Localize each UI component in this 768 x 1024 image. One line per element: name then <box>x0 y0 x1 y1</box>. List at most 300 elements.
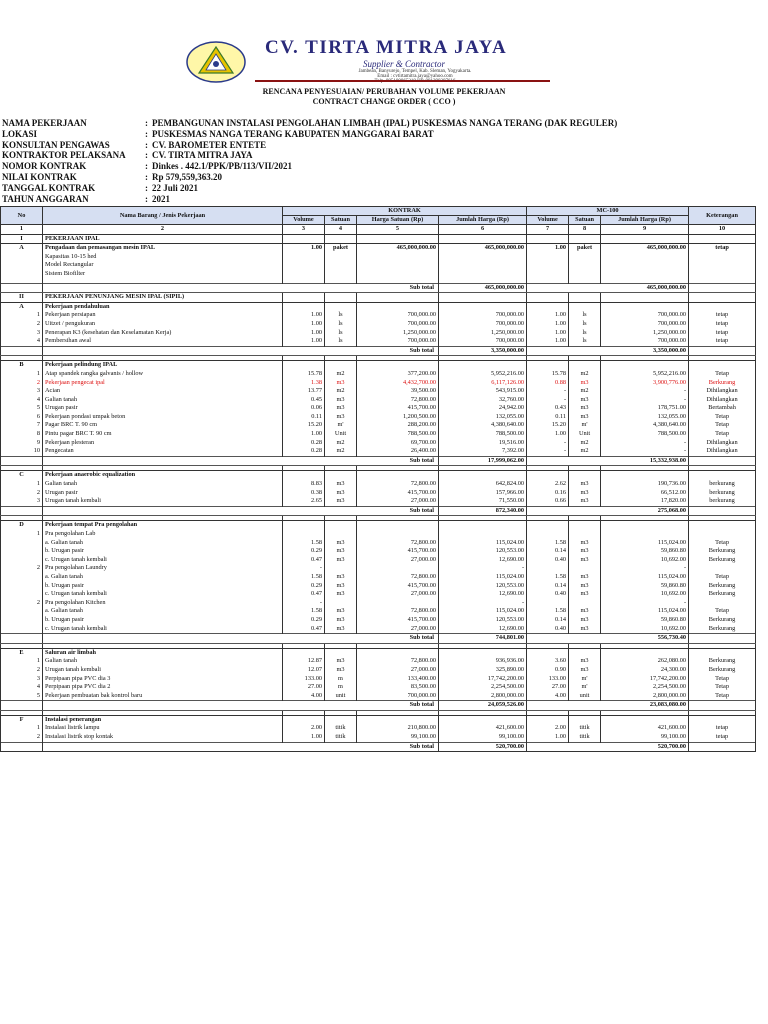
cell-ket: Dihilangkan <box>689 439 756 448</box>
cell-jml2 <box>601 530 689 539</box>
cell-sat2 <box>569 253 601 262</box>
cell-vol2: - <box>527 447 569 456</box>
cell-ket: tetap <box>689 244 756 253</box>
item-number: 1 <box>1 311 43 320</box>
item-name: Instalasi listrik stop kontak <box>43 733 283 742</box>
subtotal-mc: 15,332,938.00 <box>527 456 689 466</box>
item-row <box>1 311 756 320</box>
cell-vol2 <box>527 471 569 480</box>
item-name: Perpipaan pipa PVC dia 3 <box>43 675 283 684</box>
col-keterangan: Keterangan <box>689 207 756 225</box>
item-number: 2 <box>1 320 43 329</box>
column-number: 5 <box>357 225 439 235</box>
cell-sat: m3 <box>325 556 357 565</box>
cell-jml: 120,553.00 <box>439 582 527 591</box>
cell-vol2 <box>527 270 569 279</box>
subtotal-label: Sub total <box>43 506 439 516</box>
cell-vol: 0.29 <box>283 582 325 591</box>
item-number: 4 <box>1 683 43 692</box>
item-row <box>1 539 756 548</box>
cell-sat2: m3 <box>569 625 601 634</box>
cell-jml <box>439 234 527 244</box>
section-number: D <box>1 521 43 530</box>
item-row <box>1 320 756 329</box>
cell-jml <box>439 302 527 311</box>
item-row <box>1 396 756 405</box>
cell-ket: tetap <box>689 320 756 329</box>
subtotal-mc: 23,083,080.00 <box>527 701 689 711</box>
cell-ket <box>689 302 756 311</box>
cell-sat2: m3 <box>569 616 601 625</box>
cell-harga: 415,700.00 <box>357 616 439 625</box>
cell-vol2 <box>527 253 569 262</box>
cell-harga <box>357 530 439 539</box>
cell-sat2: m2 <box>569 370 601 379</box>
cell-jml2: - <box>601 387 689 396</box>
item-row <box>1 370 756 379</box>
item-row <box>1 599 756 608</box>
item-number: 2 <box>1 564 43 573</box>
cell-harga <box>357 293 439 303</box>
cell-jml <box>439 521 527 530</box>
item-row <box>1 430 756 439</box>
cell-ket: Berkurang <box>689 657 756 666</box>
item-row <box>1 497 756 506</box>
cell-vol2: 0.40 <box>527 625 569 634</box>
col-no: No <box>1 207 43 225</box>
cell-sat2: ls <box>569 320 601 329</box>
cell-vol2 <box>527 599 569 608</box>
cell-sat: m3 <box>325 404 357 413</box>
cell-ket: Tetap <box>689 692 756 701</box>
item-name: Pra pengolahan Laundry <box>43 564 283 573</box>
item-name: Urugan tanah kembali <box>43 497 283 506</box>
cell-jml <box>439 261 527 270</box>
cell-jml: 99,100.00 <box>439 733 527 742</box>
item-name: Pekerjaan pembuatan bak kontrol baru <box>43 692 283 701</box>
cell-vol2: 0.40 <box>527 556 569 565</box>
cell-sat2 <box>569 361 601 370</box>
cell-harga <box>357 564 439 573</box>
cell-jml: 936,936.00 <box>439 657 527 666</box>
item-name: Galian tanah <box>43 480 283 489</box>
cell-ket <box>689 234 756 244</box>
cell-vol <box>283 648 325 657</box>
cell-jml: 421,600.00 <box>439 724 527 733</box>
cell-harga <box>357 471 439 480</box>
cell-ket: Berkurang <box>689 616 756 625</box>
cell-jml2: 700,000.00 <box>601 320 689 329</box>
item-name: Pekerjaan plesteran <box>43 439 283 448</box>
cell-sat: m2 <box>325 387 357 396</box>
cell-vol <box>283 234 325 244</box>
cell-vol2: - <box>527 387 569 396</box>
cell-jml: 115,024.00 <box>439 607 527 616</box>
subtotal-mc: 520,700.00 <box>527 742 689 752</box>
cell-jml <box>439 530 527 539</box>
cell-harga: 415,700.00 <box>357 547 439 556</box>
item-row <box>1 666 756 675</box>
cell-harga <box>357 302 439 311</box>
meta-colon: : <box>145 150 148 161</box>
cell-harga: 27,000.00 <box>357 590 439 599</box>
cell-jml2: 2,800,000.00 <box>601 692 689 701</box>
cell-harga: 377,200.00 <box>357 370 439 379</box>
cell-jml2 <box>601 234 689 244</box>
cell-jml2 <box>601 715 689 724</box>
column-number: 1 <box>1 225 43 235</box>
item-name: Instalasi penerangan <box>43 715 283 724</box>
item-name: Urugan pasir <box>43 489 283 498</box>
cell-ket: Tetap <box>689 607 756 616</box>
item-name: Pekerjaan pendahuluan <box>43 302 283 311</box>
cell-vol2: 1.00 <box>527 329 569 338</box>
cell-ket: Tetap <box>689 370 756 379</box>
meta-colon: : <box>145 139 148 150</box>
cell-vol: 0.28 <box>283 439 325 448</box>
subtotal-row <box>1 742 756 752</box>
cell-ket: Tetap <box>689 539 756 548</box>
cell-sat: m3 <box>325 489 357 498</box>
cell-jml: 132,055.00 <box>439 413 527 422</box>
item-row <box>1 692 756 701</box>
cell-harga: 415,700.00 <box>357 582 439 591</box>
cell-jml: 700,000.00 <box>439 337 527 346</box>
cell-harga: 1,200,500.00 <box>357 413 439 422</box>
cell-jml2: - <box>601 396 689 405</box>
cell-jml2: 700,000.00 <box>601 337 689 346</box>
item-row <box>1 489 756 498</box>
cell-vol2: 0.66 <box>527 497 569 506</box>
cell-harga: 27,000.00 <box>357 666 439 675</box>
section-number: I <box>1 234 43 244</box>
cell-harga: 83,500.00 <box>357 683 439 692</box>
item-row <box>1 582 756 591</box>
cell-jml2: 421,600.00 <box>601 724 689 733</box>
meta-colon: : <box>145 161 148 172</box>
subtotal-kontrak: 17,999,062.00 <box>439 456 527 466</box>
cell-sat2: m3 <box>569 556 601 565</box>
cell-vol: - <box>283 564 325 573</box>
cell-sat: m2 <box>325 439 357 448</box>
cell-vol2 <box>527 234 569 244</box>
meta-value: 22 Juli 2021 <box>152 182 199 193</box>
cell-vol: 1.00 <box>283 311 325 320</box>
cell-jml2: 3,900,776.00 <box>601 379 689 388</box>
column-number: 10 <box>689 225 756 235</box>
letterhead <box>185 36 550 86</box>
column-number: 8 <box>569 225 601 235</box>
item-name: Sistem Biofilter <box>43 270 283 279</box>
cell-harga: 99,100.00 <box>357 733 439 742</box>
cell-jml2: 59,860.80 <box>601 582 689 591</box>
cell-vol2: 0.14 <box>527 616 569 625</box>
meta-label: TAHUN ANGGARAN <box>2 193 89 204</box>
item-name: Pra pengolahan Kitchen <box>43 599 283 608</box>
cell-vol: 0.06 <box>283 404 325 413</box>
item-number: 5 <box>1 404 43 413</box>
item-number: 6 <box>1 413 43 422</box>
col-satuan: Satuan <box>325 216 357 225</box>
cell-sat2 <box>569 261 601 270</box>
cell-vol2: 1.00 <box>527 320 569 329</box>
section-row <box>1 361 756 370</box>
cell-ket <box>689 530 756 539</box>
meta-label: KONSULTAN PENGAWAS <box>2 139 110 150</box>
cell-jml: 700,000.00 <box>439 311 527 320</box>
cell-harga: 72,800.00 <box>357 480 439 489</box>
cell-vol: 4.00 <box>283 692 325 701</box>
section-number: A <box>1 302 43 311</box>
item-row <box>1 404 756 413</box>
meta-colon: : <box>145 172 148 182</box>
cell-ket: Berkurang <box>689 666 756 675</box>
cell-vol2: 1.00 <box>527 337 569 346</box>
item-number: 1 <box>1 724 43 733</box>
cell-ket <box>689 564 756 573</box>
cell-sat <box>325 234 357 244</box>
cell-ket: berkurang <box>689 497 756 506</box>
cell-sat2 <box>569 521 601 530</box>
cell-sat <box>325 270 357 279</box>
item-name: Urugan pasir <box>43 404 283 413</box>
cell-jml2: 132,055.00 <box>601 413 689 422</box>
cell-jml: 71,550.00 <box>439 497 527 506</box>
cell-sat: Unit <box>325 430 357 439</box>
cell-ket: Dihilangkan <box>689 447 756 456</box>
cell-jml2: 59,860.80 <box>601 616 689 625</box>
item-row <box>1 261 756 270</box>
cell-sat2: m3 <box>569 547 601 556</box>
cell-sat2: m2 <box>569 447 601 456</box>
cell-harga: 415,700.00 <box>357 404 439 413</box>
cell-jml: 12,690.00 <box>439 625 527 634</box>
subtotal-label: Sub total <box>43 634 439 644</box>
email-line: Email : cvtirtamitra.jaya@yahoo.com <box>377 74 453 79</box>
item-row <box>1 270 756 279</box>
cell-jml2: 115,024.00 <box>601 539 689 548</box>
cell-jml2: - <box>601 447 689 456</box>
cell-jml: 12,690.00 <box>439 590 527 599</box>
col-satuan-mc: Satuan <box>569 216 601 225</box>
meta-colon: : <box>145 182 148 193</box>
cell-ket: Tetap <box>689 675 756 684</box>
cell-sat: unit <box>325 692 357 701</box>
item-name: Galian tanah <box>43 657 283 666</box>
cell-vol <box>283 302 325 311</box>
cell-ket <box>689 715 756 724</box>
col-jumlah-harga-mc: Jumlah Harga (Rp) <box>601 216 689 225</box>
item-row <box>1 421 756 430</box>
item-name: PEKERJAAN PENUNJANG MESIN IPAL (SIPIL) <box>43 293 283 303</box>
col-nama: Nama Barang / Jenis Pekerjaan <box>43 207 283 225</box>
cell-vol: 1.00 <box>283 430 325 439</box>
cell-vol: 1.00 <box>283 733 325 742</box>
item-name: a. Galian tanah <box>43 539 283 548</box>
cell-jml: 700,000.00 <box>439 320 527 329</box>
col-kontrak: KONTRAK <box>283 207 527 216</box>
section-row <box>1 715 756 724</box>
cell-ket: tetap <box>689 724 756 733</box>
item-name: Penerapan K3 (kesehatan dan Keselamatan Kerja) <box>43 329 283 338</box>
cell-harga: 72,800.00 <box>357 607 439 616</box>
cell-sat2: m3 <box>569 489 601 498</box>
cell-sat2: m3 <box>569 480 601 489</box>
item-number: 4 <box>1 337 43 346</box>
column-number: 4 <box>325 225 357 235</box>
cell-sat <box>325 293 357 303</box>
cell-sat: m3 <box>325 539 357 548</box>
cell-sat2 <box>569 234 601 244</box>
item-row <box>1 724 756 733</box>
section-number: B <box>1 361 43 370</box>
subtotal-mc: 465,000,000.00 <box>527 283 689 293</box>
cell-harga: 27,000.00 <box>357 556 439 565</box>
cell-sat2: titik <box>569 733 601 742</box>
item-name: Model Rectangular <box>43 261 283 270</box>
cell-jml2: 99,100.00 <box>601 733 689 742</box>
cell-vol: 15.20 <box>283 421 325 430</box>
subtotal-kontrak: 520,700.00 <box>439 742 527 752</box>
cell-jml2: 4,380,640.00 <box>601 421 689 430</box>
cell-jml2: 465,000,000.00 <box>601 244 689 253</box>
cell-sat2: m3 <box>569 497 601 506</box>
item-row <box>1 683 756 692</box>
item-row <box>1 530 756 539</box>
meta-row <box>0 194 768 205</box>
cell-vol: 1.00 <box>283 244 325 253</box>
cell-sat2: titik <box>569 724 601 733</box>
item-number: 3 <box>1 497 43 506</box>
column-number: 9 <box>601 225 689 235</box>
cell-sat <box>325 564 357 573</box>
cell-vol2 <box>527 521 569 530</box>
cell-jml: 12,690.00 <box>439 556 527 565</box>
cell-vol2: 1.00 <box>527 311 569 320</box>
cell-jml: 7,392.00 <box>439 447 527 456</box>
meta-colon: : <box>145 128 148 139</box>
cell-vol: 0.47 <box>283 625 325 634</box>
item-number: 4 <box>1 396 43 405</box>
cell-jml: 2,254,500.00 <box>439 683 527 692</box>
cell-sat2 <box>569 293 601 303</box>
cell-vol2: - <box>527 439 569 448</box>
item-number: 2 <box>1 489 43 498</box>
item-row <box>1 556 756 565</box>
item-row <box>1 657 756 666</box>
item-name: c. Urugan tanah kembali <box>43 590 283 599</box>
cell-ket: tetap <box>689 733 756 742</box>
cell-vol2 <box>527 302 569 311</box>
subtotal-row <box>1 346 756 356</box>
cell-harga: 700,000.00 <box>357 692 439 701</box>
col-jumlah-harga: Jumlah Harga (Rp) <box>439 216 527 225</box>
meta-value: PUSKESMAS NANGA TERANG KABUPATEN MANGGARAI BARAT <box>152 128 434 139</box>
cell-vol <box>283 521 325 530</box>
item-row <box>1 607 756 616</box>
cell-jml2: 5,952,216.00 <box>601 370 689 379</box>
meta-row <box>0 150 768 161</box>
company-logo-icon <box>185 40 247 84</box>
cell-sat: m2 <box>325 447 357 456</box>
item-row <box>1 379 756 388</box>
company-name: CV. TIRTA MITRA JAYA <box>265 37 508 58</box>
cell-jml2 <box>601 253 689 262</box>
cell-harga: 288,200.00 <box>357 421 439 430</box>
cell-jml: 543,915.00 <box>439 387 527 396</box>
item-row <box>1 253 756 262</box>
section-row <box>1 648 756 657</box>
cell-harga: 72,800.00 <box>357 657 439 666</box>
column-number: 6 <box>439 225 527 235</box>
cell-jml2 <box>601 270 689 279</box>
item-name: b. Urugan pasir <box>43 582 283 591</box>
cell-sat2 <box>569 564 601 573</box>
cell-jml: - <box>439 599 527 608</box>
cell-vol2: 0.14 <box>527 547 569 556</box>
cell-sat2: m3 <box>569 404 601 413</box>
cell-sat: m3 <box>325 497 357 506</box>
item-name: Pintu pagar BRC T. 90 cm <box>43 430 283 439</box>
cell-harga: 27,000.00 <box>357 625 439 634</box>
cell-jml2: 17,820.00 <box>601 497 689 506</box>
meta-row <box>0 161 768 172</box>
cell-jml <box>439 715 527 724</box>
cell-vol: 133.00 <box>283 675 325 684</box>
item-name: PEKERJAAN IPAL <box>43 234 283 244</box>
meta-row <box>0 172 768 183</box>
subtotal-kontrak: 3,350,000.00 <box>439 346 527 356</box>
item-number: 8 <box>1 430 43 439</box>
subtotal-row <box>1 701 756 711</box>
cell-vol2: 0.43 <box>527 404 569 413</box>
subtotal-kontrak: 872,340.00 <box>439 506 527 516</box>
cell-harga: 465,000,000.00 <box>357 244 439 253</box>
cell-sat: m3 <box>325 582 357 591</box>
cell-jml <box>439 361 527 370</box>
cell-vol: 1.58 <box>283 607 325 616</box>
cell-ket: tetap <box>689 311 756 320</box>
subtotal-row <box>1 456 756 466</box>
subtotal-row <box>1 634 756 644</box>
section-row <box>1 521 756 530</box>
cell-vol <box>283 261 325 270</box>
cell-vol2: 133.00 <box>527 675 569 684</box>
cell-jml: 6,117,126.00 <box>439 379 527 388</box>
cell-sat2: paket <box>569 244 601 253</box>
item-number: 5 <box>1 692 43 701</box>
cell-ket <box>689 471 756 480</box>
item-number: 1 <box>1 530 43 539</box>
cell-jml <box>439 270 527 279</box>
cell-vol2 <box>527 293 569 303</box>
meta-label: NOMOR KONTRAK <box>2 161 87 172</box>
cell-jml: 4,380,640.00 <box>439 421 527 430</box>
cell-jml: 120,553.00 <box>439 547 527 556</box>
cell-ket <box>689 261 756 270</box>
cell-jml <box>439 648 527 657</box>
cell-jml: 465,000,000.00 <box>439 244 527 253</box>
cell-harga <box>357 234 439 244</box>
cell-ket <box>689 599 756 608</box>
cell-jml: 115,024.00 <box>439 539 527 548</box>
cell-jml: 115,024.00 <box>439 573 527 582</box>
meta-label: NILAI KONTRAK <box>2 172 77 182</box>
cell-vol: 1.38 <box>283 379 325 388</box>
cell-ket: berkurang <box>689 480 756 489</box>
cell-jml: 120,553.00 <box>439 616 527 625</box>
subtotal-label: Sub total <box>43 742 439 752</box>
